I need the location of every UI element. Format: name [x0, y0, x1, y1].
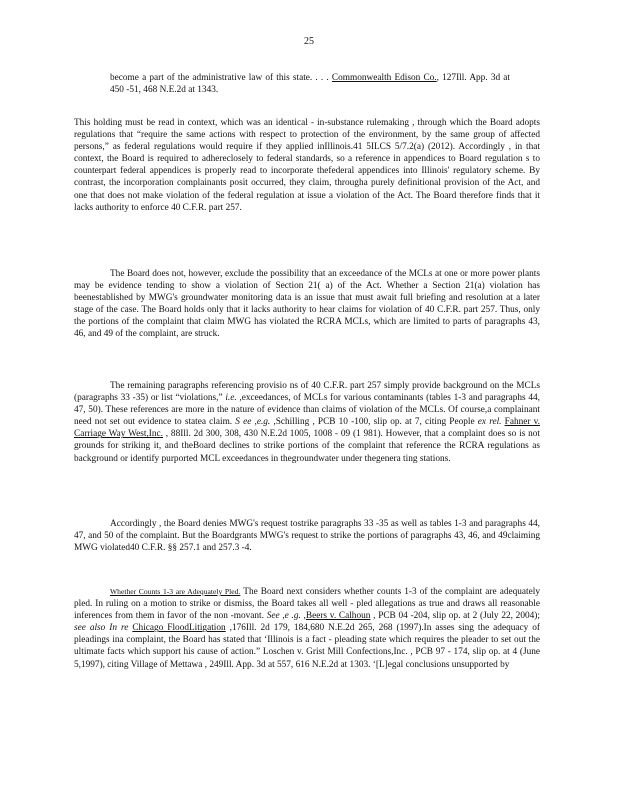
paragraph-adequately-pled: Whether Counts 1-3 are Adequately Pled. The Board next considers whether counts 1-3 of the complaint are adequately pled. In ruling on a motion to strike or dismiss, the Board takes all well - pled allegations as true and draws all reasonable inferences from them in favor of the non -movant. See ,e .g. ,Beers v. Calhoun , PCB 04 -204, slip op. at 2 (July 22, 2004); see also In re Chicago FloodLitigation ,176Ill. 2d 179, 184,680 N.E.2d 265, 268 (1997).In asses sing the adequacy of pleadings ina complaint, the Board has stated that ‘Illinois is a fact - pleading state which requires the pleader to set out the ultimate facts which support his cause of action.” Loschen v. Grist Mill Confections,Inc. , PCB 97 - 174, slip op. at 4 (June 5,1997), citing Village of Mettawa , 249Ill. App. 3d at 557, 616 N.E.2d at 1303. ‘[L]egal conclusions unsupported by [74, 587, 540, 670]
case-citation: Chicago FloodLitigation [132, 623, 226, 634]
paragraph-remaining: The remaining paragraphs referencing provisio ns of 40 C.F.R. part 257 simply provide background on the MCLs (paragraphs 33 -35) or list “violations,” i.e. ,exceedances, of MCLs for various contaminants (tables 1-3 and paragraphs 44, 47, 50). These references are more in the nature of evidence than claims of violation of the MCLs. Of course,a complainant need not set out evidence to statea claim. S ee ,e.g. ,Schilling , PCB 10 -100, slip op. at 7, citing People ex rel. Fahner v. Carriage Way West,Inc. , 88Ill. 2d 300, 308, 430 N.E.2d 1005, 1008 - 09 (1 981). However, that a complaint does so is not grounds for striking it, and theBoard declines to strike portions of the complaint that reference the RCRA regulations as background or identify purported MCL exceedances in thegroundwater under thegenera ting stations. [74, 381, 541, 464]
case-citation: Commonwealth Edison Co. [331, 73, 437, 83]
citation-text: , 127Ill. App. 3d at 450 -51, 468 N.E.2d at 1343. [110, 73, 510, 96]
paragraph-exceedance: The Board does not, however, exclude the possibility that an exceedance of the MCLs at one or more power plants may be evidence tending to show a violation of Section 21( a) of the Act. Whether a Section 21(a) violation has beenestablished by MWG's groundwater monitoring data is an issue that must await full briefing and resolution at a later stage of the case. The Board holds only that it lacks authority to hear claims for violation of 40 C.F.R. part 257. Thus, only the portions of the complaint that claim MWG has violated the RCRA MCLs, which are limited to parts of paragraphs 43, 46, and 49 of the complaint, are struck. [74, 269, 540, 340]
page-number: 25 [304, 36, 314, 47]
quote-text: become a part of the administrative law of this state. . . . [110, 73, 332, 83]
paragraph-accordingly: Accordingly , the Board denies MWG's request tostrike paragraphs 33 -35 as well as tables 1-3 and paragraphs 44, 47, and 50 of the complaint. But the Boardgrants MWG's request to strike the portions of paragraphs 43, 46, and 49claiming MWG violated40 C.F.R. §§ 257.1 and 257.3 -4. [74, 519, 540, 554]
case-citation: Fahner v. Carriage Way West,Inc. [74, 417, 540, 440]
case-citation: Beers v. Calhoun [305, 611, 371, 622]
paragraph-holding-context: This holding must be read in context, which was an identical - in-substance rulemaking , through which the Board adopts regulations that “require the same actions with respect to protection of the environment, by the same group of affected persons,” as federal regulations would require if they applied inIllinois.41 5ILCS 5/7.2(a) (2012). Accordingly , in that context, the Board is required to adhereclosely to federal standards, so a reference in appendices to Board regulation s to counterpart federal appendices is properly read to incorporate thefederal appendices into Illinois' regulatory scheme. By contrast, the incorporation complainants posit occurred, they claim, througha purely definitional provision of the Act, and one that does not make violation of the federal regulation at issue a violation of the Act. The Board therefore finds that it lacks authority to enforce 40 C.F.R. part 257. [74, 118, 540, 213]
section-heading: Whether Counts 1-3 are Adequately Pled. [110, 587, 241, 596]
block-quote-end [110, 72, 510, 96]
